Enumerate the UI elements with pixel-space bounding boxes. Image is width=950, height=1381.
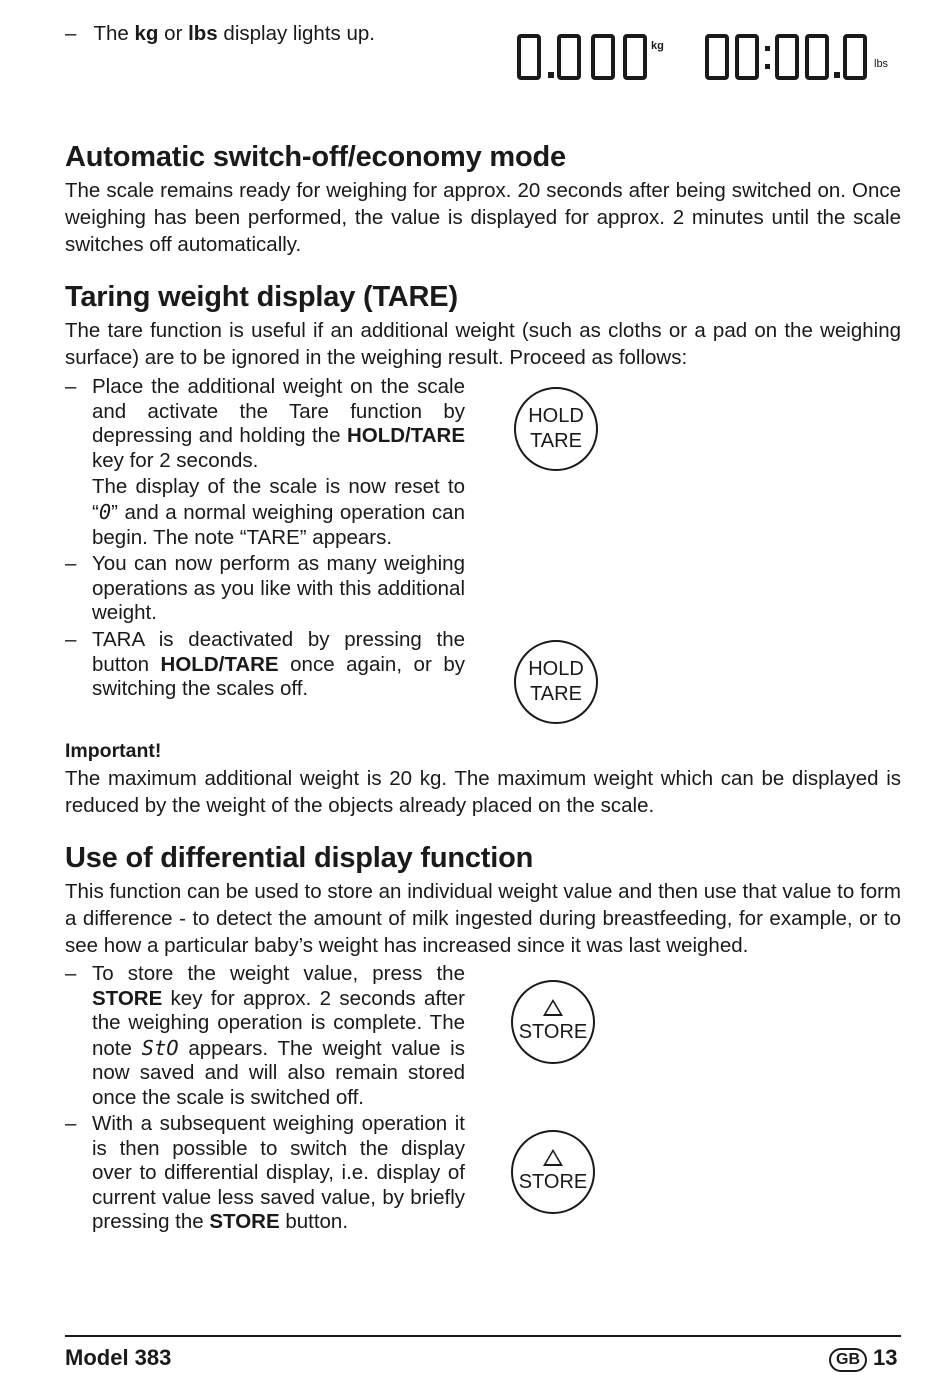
triangle-up-icon [543,999,563,1016]
store-key-icon: STORE [511,980,595,1064]
section-title-economy: Automatic switch-off/economy mode [65,141,566,173]
store-item-1: – To store the weight value, press the STORE key for approx. 2 seconds after the weighing operation is complete. The note StO appears. The weight value is now saved and will also remain stored once the scale is switched off. [65,962,465,1109]
hold-tare-key-icon: HOLD TARE [514,387,598,471]
store-key-icon-2: STORE [511,1130,595,1214]
country-badge: GB [829,1348,867,1372]
time-display-digits [703,28,893,88]
top-note: – The kg or lbs display lights up. [65,22,375,45]
weight-display [515,28,675,88]
sto-display-glyph: StO [141,1035,179,1060]
footer-model: Model 383 [65,1345,172,1370]
hold-tare-key-icon-2: HOLD TARE [514,640,598,724]
important-body: The maximum additional weight is 20 kg. The maximum weight which can be displayed is reduced by the weight of the objects already placed on the scale. [65,767,901,817]
section-title-differential: Use of differential display function [65,842,534,874]
tare-item-3: – TARA is deactivated by pressing the button HOLD/TARE once again, or by switching the scales off. [65,628,465,701]
footer-rule [65,1335,901,1337]
section-intro-tare: The tare function is useful if an additional weight (such as cloths or a pad on the weighing surface) are to be ignored in the weighing result. Proceed as follows: [65,319,901,369]
page-number: 13 [873,1345,898,1370]
time-display [703,28,893,88]
section-title-tare: Taring weight display (TARE) [65,281,458,313]
triangle-up-icon [543,1149,563,1166]
section-body-economy: The scale remains ready for weighing for approx. 20 seconds after being switched on. Once weighing has been performed, the value is displayed for approx. 2 minutes until the scale switches off automatically. [65,179,901,256]
time-unit: lbs [874,58,889,70]
zero-display-glyph: 0 [98,499,112,524]
weight-unit: kg [651,40,664,52]
lbs-label: lbs [188,22,218,45]
section-intro-differential: This function can be used to store an individual weight value and then use that value to form a difference - to detect the amount of milk ingested during breastfeeding, for example, or to see how a particular baby’s weight has increased since it was last weighed. [65,880,901,957]
kg-label: kg [134,22,159,45]
tare-item-1: – Place the additional weight on the scale and activate the Tare function by depressing and holding the HOLD/TARE key for 2 seconds. The display of the scale is now reset to “0” and a normal weighing operation can begin. The note “TARE” appears. [65,375,465,549]
store-item-2: – With a subsequent weighing operation it is then possible to switch the display over to differential display, i.e. display of current value less saved value, by briefly pressing the STORE button. [65,1112,465,1234]
tare-item-2: – You can now perform as many weighing operations as you like with this additional weight. [65,552,465,625]
list-dash: – [65,22,77,45]
weight-display-digits [515,28,675,88]
important-label: Important! [65,740,162,762]
